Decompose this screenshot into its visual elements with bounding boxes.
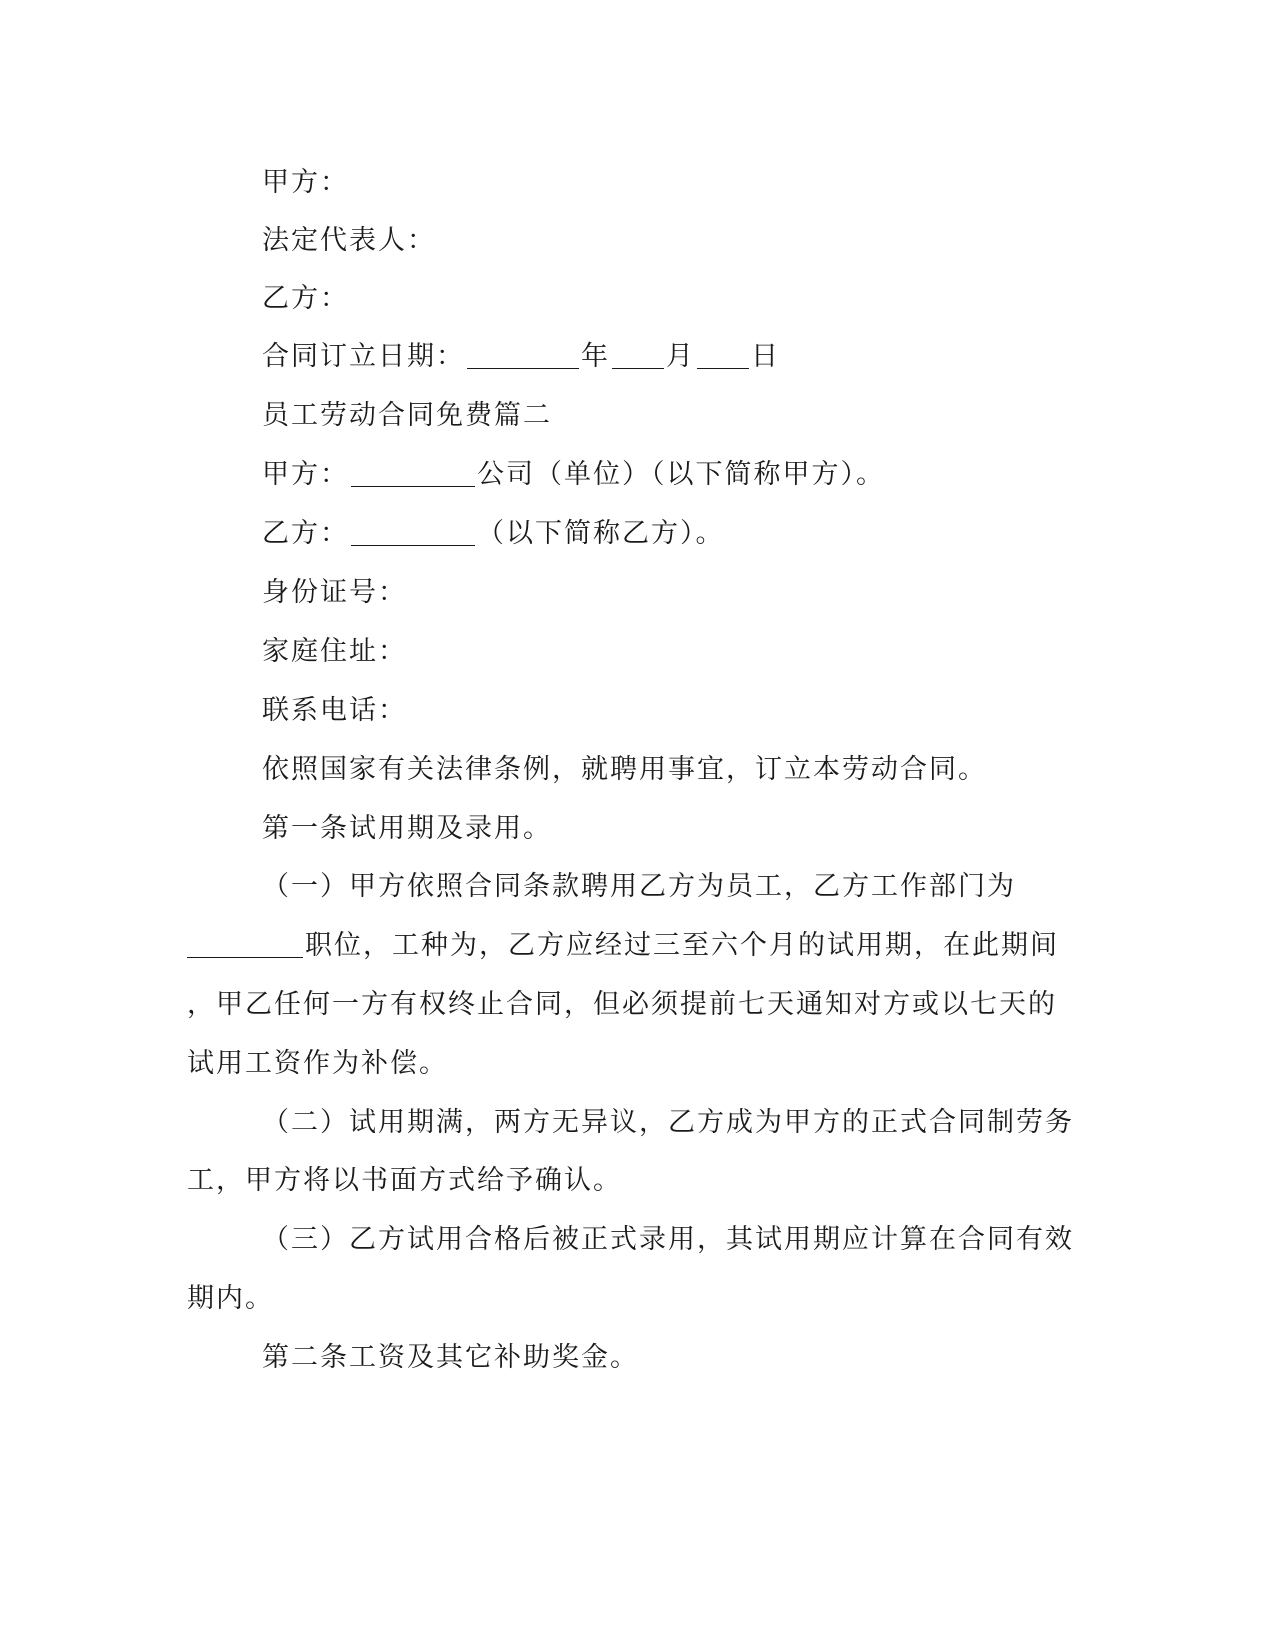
article-one-heading: 第一条试用期及录用。 — [262, 813, 552, 844]
clause-2-line-2: 工，甲方将以书面方式给予确认。 — [187, 1165, 622, 1196]
clause-1-line-4: 试用工资作为补偿。 — [187, 1048, 448, 1079]
party-a-prefix: 甲方： — [262, 459, 349, 490]
party-b-name-line — [262, 514, 725, 554]
year-label: 年 — [581, 341, 610, 372]
day-blank — [697, 338, 749, 369]
clause-3-line-2: 期内。 — [187, 1283, 274, 1314]
party-b-label: 乙方： — [262, 283, 349, 314]
party-b-prefix: 乙方： — [262, 518, 349, 549]
home-address-label: 家庭住址： — [262, 636, 407, 667]
year-blank — [467, 338, 579, 369]
position-blank — [187, 927, 303, 958]
party-a-company-line — [262, 455, 885, 495]
phone-label: 联系电话： — [262, 695, 407, 726]
legal-representative-label: 法定代表人： — [262, 225, 436, 256]
clause-2-line-1: （二）试用期满，两方无异议，乙方成为甲方的正式合同制劳务 — [262, 1107, 1074, 1138]
article-two-heading: 第二条工资及其它补助奖金。 — [262, 1342, 639, 1373]
section-heading: 员工劳动合同免费篇二 — [262, 400, 552, 431]
month-blank — [612, 338, 664, 369]
party-b-suffix: （以下简称乙方）。 — [477, 518, 725, 549]
party-a-label: 甲方： — [262, 167, 349, 198]
contract-date-line — [262, 337, 780, 377]
clause-1-line-2-text: 职位，工种为，乙方应经过三至六个月的试用期，在此期间 — [305, 930, 1059, 961]
clause-1-line-2 — [187, 926, 1059, 966]
clause-1-line-3: ，甲乙任何一方有权终止合同，但必须提前七天通知对方或以七天的 — [187, 989, 1057, 1020]
day-label: 日 — [751, 341, 780, 372]
party-a-suffix: 公司（单位）（以下简称甲方）。 — [477, 459, 885, 490]
clause-3-line-1: （三）乙方试用合格后被正式录用，其试用期应计算在合同有效 — [262, 1224, 1074, 1255]
company-blank — [351, 456, 475, 487]
contract-date-label: 合同订立日期： — [262, 341, 465, 372]
month-label: 月 — [666, 341, 695, 372]
name-blank — [351, 515, 475, 546]
clause-1-line-1: （一）甲方依照合同条款聘用乙方为员工，乙方工作部门为 — [262, 871, 1016, 902]
id-number-label: 身份证号： — [262, 577, 407, 608]
preamble-text: 依照国家有关法律条例，就聘用事宜，订立本劳动合同。 — [262, 754, 987, 785]
